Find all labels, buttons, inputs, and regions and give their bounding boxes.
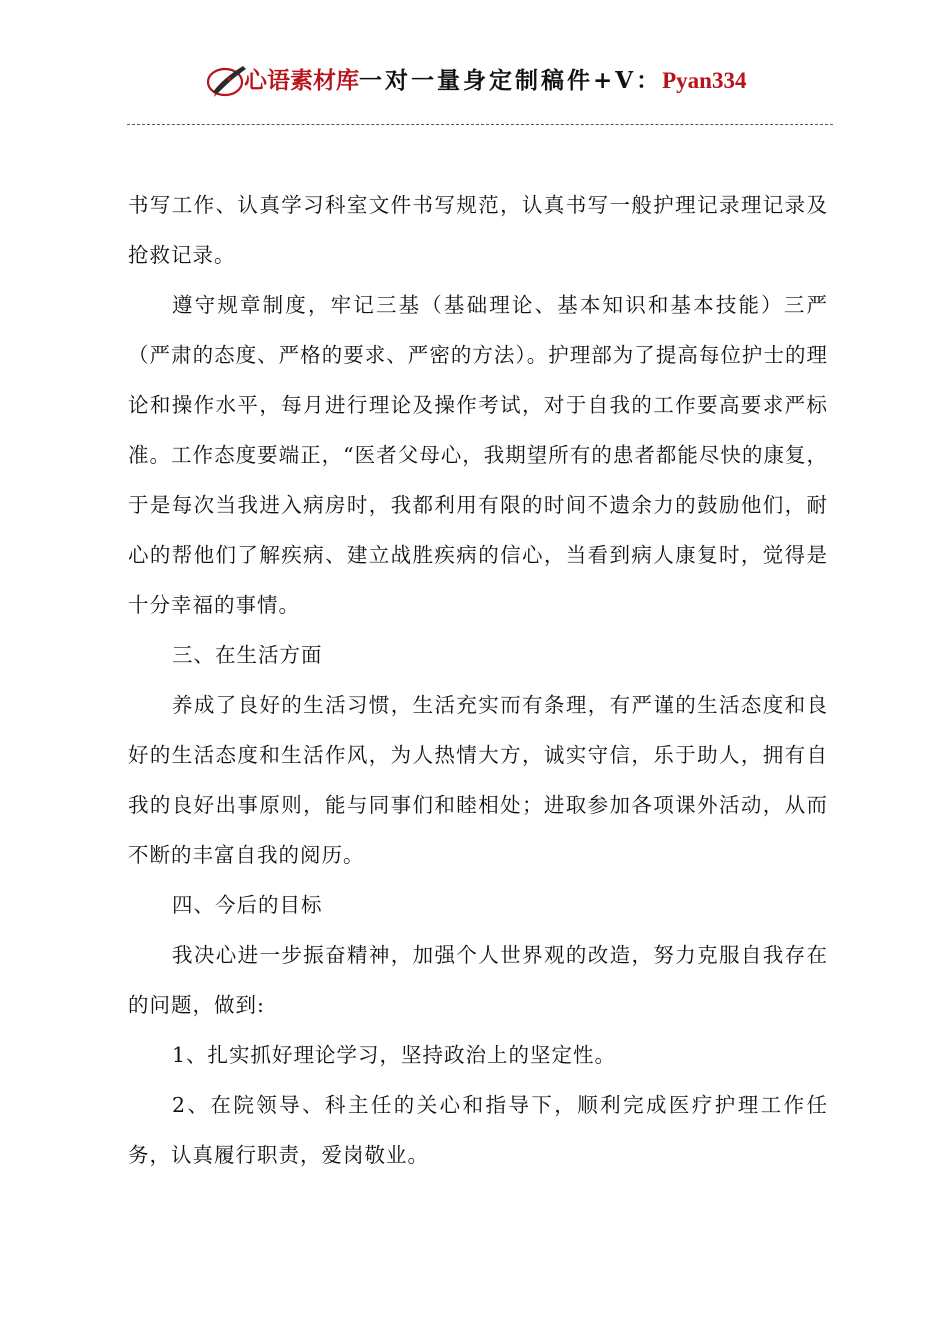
section-heading: 四、今后的目标 [172,893,323,917]
section-heading: 三、在生活方面 [172,643,323,667]
brand-name: 心语素材库 [244,68,359,94]
list-item: 2、在院领导、科主任的关心和指导下，顺利完成医疗护理工作任务，认真履行职责，爱岗敬业。 [128,1093,828,1167]
paragraph: 书写工作、认真学习科室文件书写规范，认真书写一般护理记录理记录及抢救记录。 [128,193,828,267]
header-brand [244,66,746,96]
paragraph: 遵守规章制度，牢记三基（基础理论、基本知识和基本技能）三严（严肃的态度、严格的要求、严密的方法）。护理部为了提高每位护士的理论和操作水平，每月进行理论及操作考试，对于自我的工作要高要求严标准。工作态度要端正，“医者父母心，我期望所有的患者都能尽快的康复，于是每次当我进入病房时，我都利用有限的时间不遗余力的鼓励他们，耐心的帮他们了解疾病、建立战胜疾病的信心，当看到病人康复时，觉得是十分幸福的事情。 [128,293,828,617]
list-item: 1、扎实抓好理论学习，坚持政治上的坚定性。 [172,1043,617,1067]
paragraph: 养成了良好的生活习惯，生活充实而有条理，有严谨的生活态度和良好的生活态度和生活作风，为人热情大方，诚实守信，乐于助人，拥有自我的良好出事原则，能与同事们和睦相处；进取参加各项课外活动，从而不断的丰富自我的阅历。 [128,693,828,867]
paragraph: 我决心进一步振奋精神，加强个人世界观的改造，努力克服自我存在的问题，做到: [128,943,828,1017]
page-header [0,58,950,106]
document-body [128,180,828,1180]
header-divider [127,124,833,125]
brand-slogan: 一对一量身定制稿件+V： [359,67,663,94]
brand-contact: Pyan334 [662,68,747,93]
